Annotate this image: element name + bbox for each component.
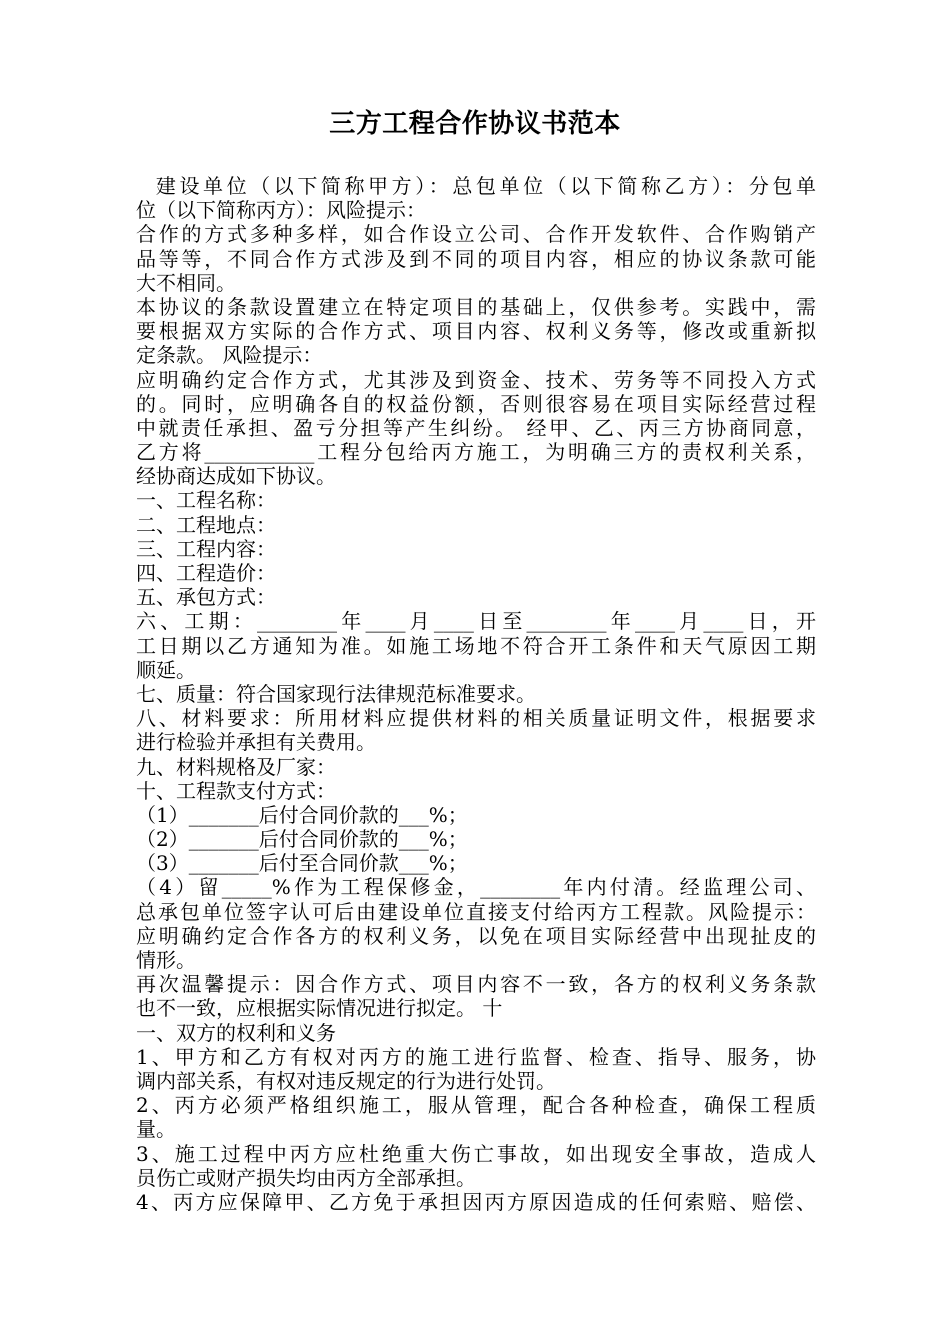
document-line: 八、材料要求：所用材料应提供材料的相关质量证明文件，根据要求 <box>136 706 816 731</box>
document-line: 应明确约定合作各方的权利义务，以免在项目实际经营中出现扯皮的 <box>136 923 816 948</box>
document-line: 位（以下简称丙方）：风险提示： <box>136 198 426 223</box>
document-line: （1）_______后付合同价款的___%； <box>136 802 468 827</box>
document-line: 定条款。 风险提示： <box>136 343 323 368</box>
document-line: 总承包单位签字认可后由建设单位直接支付给丙方工程款。风险提示： <box>136 899 816 924</box>
document-line: 情形。 <box>136 948 196 972</box>
document-line: 大不相同。 <box>136 270 236 295</box>
document-line: 六、工期：________年____月____日至________年____月____日，开 <box>136 609 816 634</box>
document-line: 四、工程造价： <box>136 561 276 585</box>
document-line: 本协议的条款设置建立在特定项目的基础上，仅供参考。实践中，需 <box>136 294 816 319</box>
document-line: 应明确约定合作方式，尤其涉及到资金、技术、劳务等不同投入方式 <box>136 367 816 392</box>
document-line: （2）_______后付合同价款的___%； <box>136 827 468 852</box>
document-line: 1、甲方和乙方有权对丙方的施工进行监督、检查、指导、服务，协 <box>136 1044 816 1069</box>
document-line: 一、工程名称： <box>136 488 276 513</box>
document-line: 的。同时，应明确各自的权益份额，否则很容易在项目实际经营过程 <box>136 391 816 416</box>
document-line: 品等等，不同合作方式涉及到不同的项目内容，相应的协议条款可能 <box>136 246 816 271</box>
document-line: 再次温馨提示：因合作方式、项目内容不一致，各方的权利义务条款 <box>136 972 816 997</box>
document-body <box>136 174 816 1214</box>
document-line: 九、材料规格及厂家： <box>136 754 336 779</box>
document-line: 也不一致，应根据实际情况进行拟定。 十 <box>136 996 503 1021</box>
document-line: 要根据双方实际的合作方式、项目内容、权利义务等，修改或重新拟 <box>136 319 816 344</box>
document-line: 顺延。 <box>136 657 196 682</box>
document-line: 中就责任承担、盈亏分担等产生纠纷。 经甲、乙、丙三方协商同意， <box>136 415 816 440</box>
document-line: 经协商达成如下协议。 <box>136 464 336 489</box>
document-line: 3、施工过程中丙方应杜绝重大伤亡事故，如出现安全事故，造成人 <box>136 1141 816 1166</box>
document-line: 三、工程内容： <box>136 536 276 561</box>
document-line: 调内部关系，有权对违反规定的行为进行处罚。 <box>136 1068 556 1093</box>
document-line: 二、工程地点： <box>136 512 276 537</box>
document-line: 4、丙方应保障甲、乙方免于承担因丙方原因造成的任何索赔、赔偿、 <box>136 1189 816 1214</box>
document-line: 工日期以乙方通知为准。如施工场地不符合开工条件和天气原因工期 <box>136 633 816 658</box>
document-line: 员伤亡或财产损失均由丙方全部承担。 <box>136 1165 476 1190</box>
document-line: 一、双方的权利和义务 <box>136 1020 336 1045</box>
document-line: 七、质量：符合国家现行法律规范标准要求。 <box>136 681 536 706</box>
document-line: 合作的方式多种多样，如合作设立公司、合作开发软件、合作购销产 <box>136 222 816 247</box>
document-line: 2、丙方必须严格组织施工，服从管理，配合各种检查，确保工程质 <box>136 1093 816 1118</box>
document-line: 五、承包方式： <box>136 585 276 610</box>
document-line: 建设单位（以下简称甲方）：总包单位（以下简称乙方）：分包单 <box>136 174 816 198</box>
document-line: 乙方将___________工程分包给丙方施工，为明确三方的责权利关系， <box>136 440 816 465</box>
document-line: （3）_______后付至合同价款___%； <box>136 851 468 876</box>
document-line: （4）留_____%作为工程保修金，________年内付清。经监理公司、 <box>136 875 816 900</box>
document-line: 量。 <box>136 1117 176 1142</box>
document-line: 十、工程款支付方式： <box>136 778 336 803</box>
document-line: 进行检验并承担有关费用。 <box>136 730 376 755</box>
document-title: 三方工程合作协议书范本 <box>329 109 621 139</box>
